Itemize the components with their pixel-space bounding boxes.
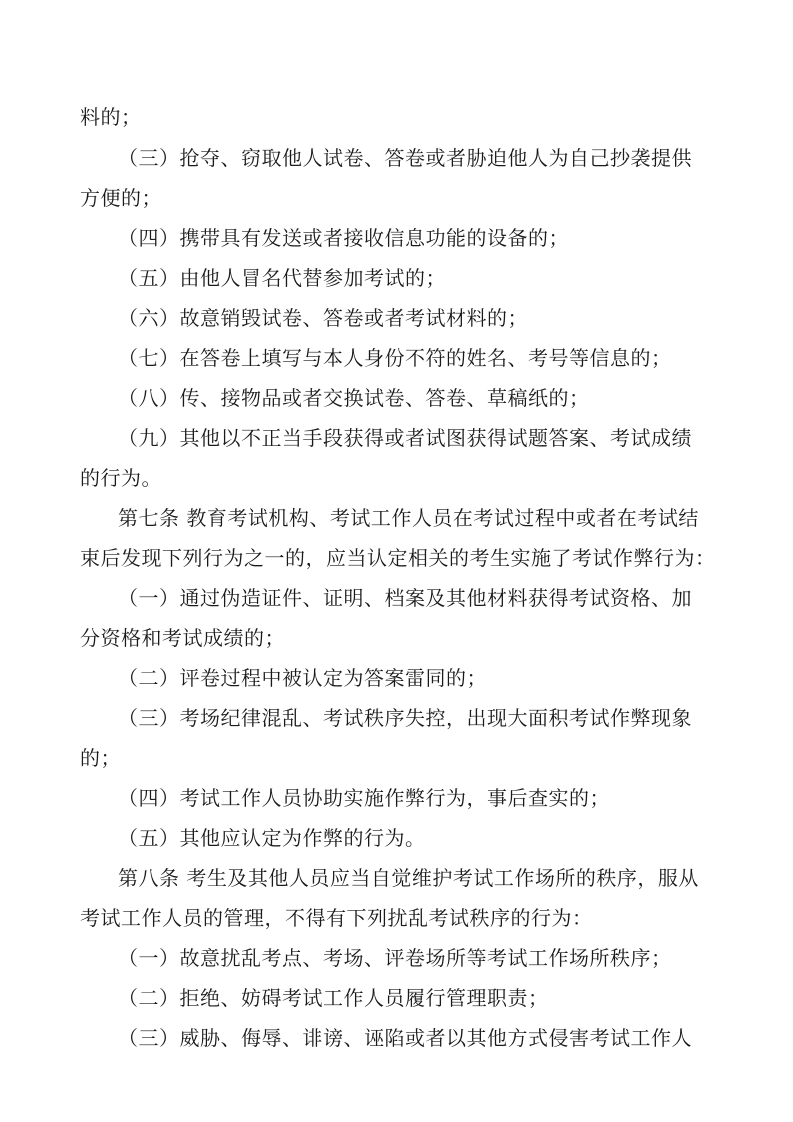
- article-7-heading-line: 第七条 教育考试机构、考试工作人员在考试过程中或者在考试结: [118, 506, 699, 530]
- text-line-item-1: （一）通过伪造证件、证明、档案及其他材料获得考试资格、加: [118, 586, 692, 610]
- text-line-item-9: （九）其他以不正当手段获得或者试图获得试题答案、考试成绩: [118, 426, 692, 450]
- text-line-continuation: 考试工作人员的管理，不得有下列扰乱考试秩序的行为：: [80, 906, 593, 930]
- text-line-item-4: （四）携带具有发送或者接收信息功能的设备的；: [118, 226, 569, 250]
- text-line-continuation: 的行为。: [80, 466, 162, 490]
- text-line-continuation: 束后发现下列行为之一的，应当认定相关的考生实施了考试作弊行为：: [80, 546, 716, 570]
- text-line-item-5: （五）其他应认定为作弊的行为。: [118, 826, 426, 850]
- text-line-item-5: （五）由他人冒名代替参加考试的；: [118, 266, 446, 290]
- text-line-item-3: （三）抢夺、窃取他人试卷、答卷或者胁迫他人为自己抄袭提供: [118, 146, 692, 170]
- text-line-item-3: （三）威胁、侮辱、诽谤、诬陷或者以其他方式侵害考试工作人: [118, 1026, 692, 1050]
- text-line-item-4: （四）考试工作人员协助实施作弊行为，事后查实的；: [118, 786, 610, 810]
- text-line-item-6: （六）故意销毁试卷、答卷或者考试材料的；: [118, 306, 528, 330]
- text-line-item-1: （一）故意扰乱考点、考场、评卷场所等考试工作场所秩序；: [118, 946, 672, 970]
- text-line-item-2: （二）评卷过程中被认定为答案雷同的；: [118, 666, 487, 690]
- text-line-item-7: （七）在答卷上填写与本人身份不符的姓名、考号等信息的；: [118, 346, 672, 370]
- text-line-item-3: （三）考场纪律混乱、考试秩序失控，出现大面积考试作弊现象: [118, 706, 692, 730]
- text-line-item-8: （八）传、接物品或者交换试卷、答卷、草稿纸的；: [118, 386, 590, 410]
- text-line-item-2: （二）拒绝、妨碍考试工作人员履行管理职责；: [118, 986, 549, 1010]
- text-line-continuation: 的；: [80, 746, 121, 770]
- text-line-continuation: 料的；: [80, 105, 142, 129]
- article-8-heading-line: 第八条 考生及其他人员应当自觉维护考试工作场所的秩序，服从: [118, 866, 699, 890]
- text-line-continuation: 分资格和考试成绩的；: [80, 626, 285, 650]
- text-line-continuation: 方便的；: [80, 186, 162, 210]
